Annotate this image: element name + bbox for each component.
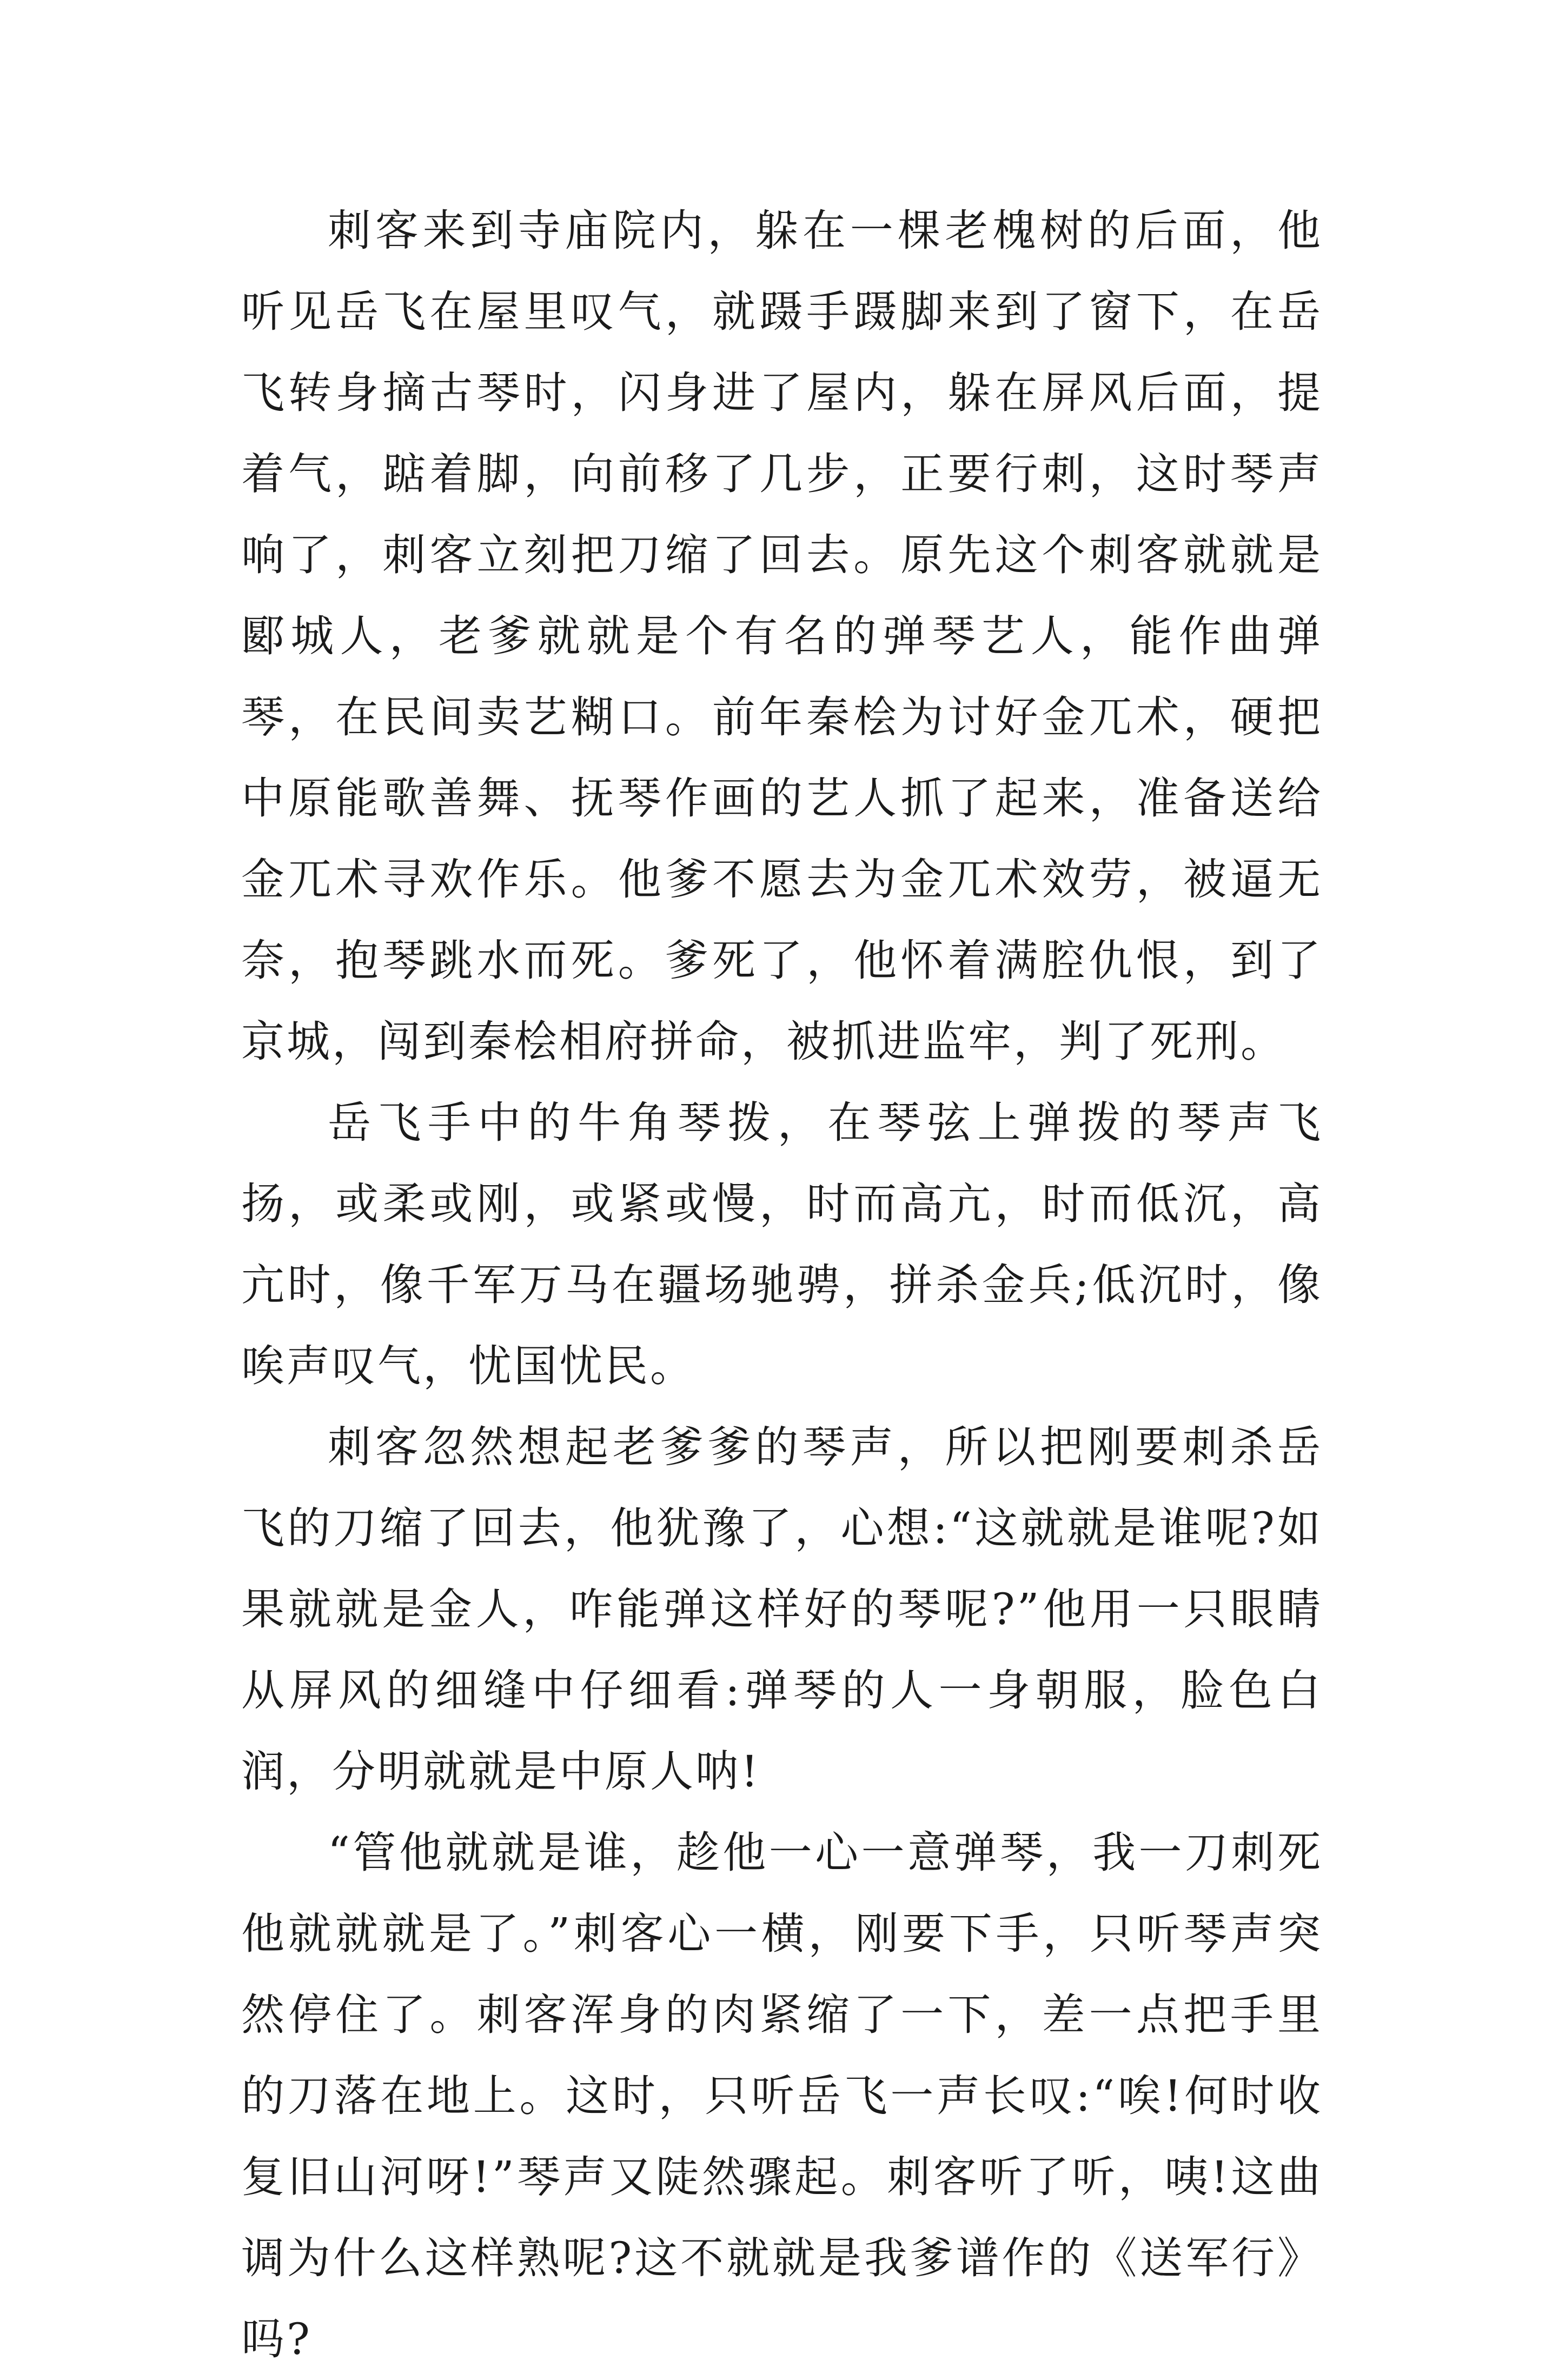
paragraph-1: 刺客来到寺庙院内，躲在一棵老槐树的后面，他听见岳飞在屋里叹气，就蹑手蹑脚来到了窗下，在岳飞转身摘古琴时，闪身进了屋内，躲在屏风后面，提着气，踮着脚，向前移了几步，正要行刺，这时琴声响了，刺客立刻把刀缩了回去。原先这个刺客就就是郾城人，老爹就就是个有名的弹琴艺人，能作曲弹琴，在民间卖艺糊口。前年秦桧为讨好金兀术，硬把中原能歌善舞、抚琴作画的艺人抓了起来，准备送给金兀术寻欢作乐。他爹不愿去为金兀术效劳，被逼无奈，抱琴跳水而死。爹死了，他怀着满腔仇恨，到了京城，闯到秦桧相府拼命，被抓进监牢，判了死刑。 [241, 205, 1323, 1067]
paragraph-4: “管他就就是谁，趁他一心一意弹琴，我一刀刺死他就就就是了。”刺客心一横，刚要下手，只听琴声突然停住了。刺客浑身的肉紧缩了一下，差一点把手里的刀落在地上。这时，只听岳飞一声长叹:“唉!何时收复旧山河呀!”琴声又陡然骤起。刺客听了听，咦!这曲调为什么这样熟呢?这不就就是我爹谱作的《送军行》吗? [241, 1827, 1323, 2364]
document-body [241, 190, 1323, 2380]
paragraph-3: 刺客忽然想起老爹爹的琴声，所以把刚要刺杀岳飞的刀缩了回去，他犹豫了，心想:“这就就是谁呢?如果就就是金人，咋能弹这样好的琴呢?”他用一只眼睛从屏风的细缝中仔细看:弹琴的人一身朝服，脸色白润，分明就就是中原人呐! [241, 1422, 1323, 1797]
paragraph-2: 岳飞手中的牛角琴拨，在琴弦上弹拨的琴声飞扬，或柔或刚，或紧或慢，时而高亢，时而低沉，高亢时，像千军万马在疆场驰骋，拼杀金兵;低沉时，像唉声叹气，忧国忧民。 [241, 1098, 1323, 1391]
